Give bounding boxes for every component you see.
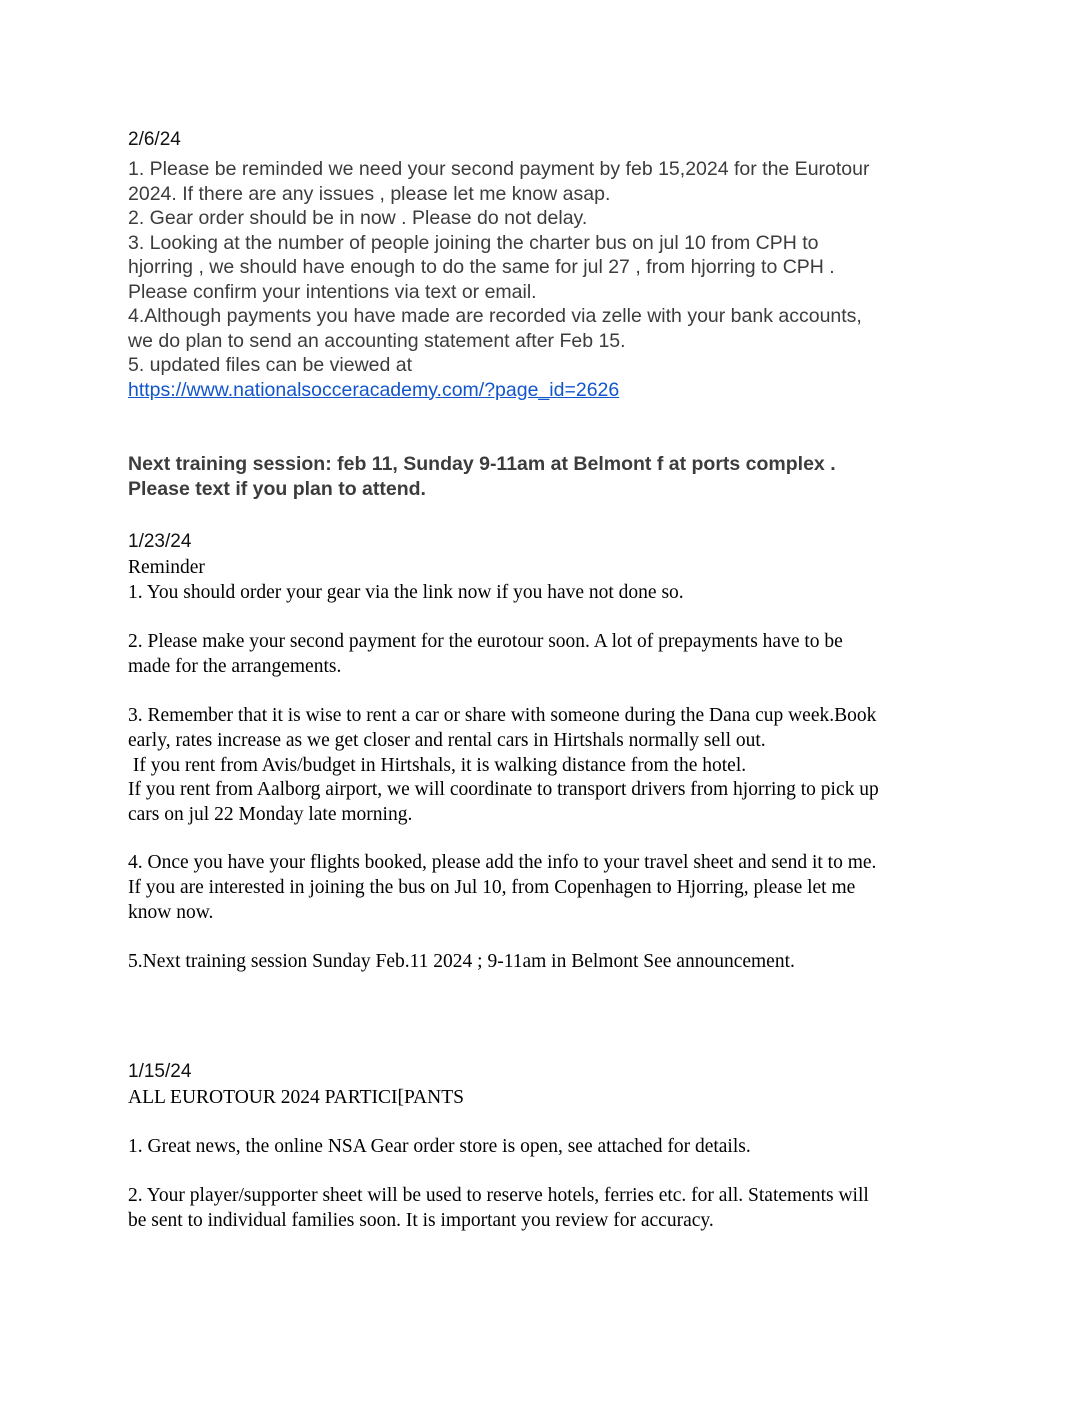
update-line: Please confirm your intentions via text or email.	[128, 280, 537, 303]
update-line: we do plan to send an accounting statement after Feb 15.	[128, 329, 626, 352]
update-line: 4.Although payments you have made are recorded via zelle with your bank accounts,	[128, 305, 862, 327]
reminder-line: made for the arrangements.	[128, 656, 342, 677]
update-line: 2024. If there are any issues , please let me know asap.	[128, 182, 611, 205]
date-heading-jan15: 1/15/24	[128, 1061, 192, 1082]
reminder-line: If you rent from Aalborg airport, we will coordinate to transport drivers from hjorring to pick up	[128, 779, 879, 800]
participants-heading: ALL EUROTOUR 2024 PARTICI[PANTS	[128, 1087, 464, 1108]
participants-line: be sent to individual families soon. It is important you review for accuracy.	[128, 1210, 714, 1231]
reminder-line: 3. Remember that it is wise to rent a car or share with someone during the Dana cup week.Book	[128, 705, 877, 726]
reminder-line: 1. You should order your gear via the link now if you have not done so.	[128, 582, 684, 603]
reminder-heading: Reminder	[128, 557, 205, 578]
reminder-line: If you are interested in joining the bus on Jul 10, from Copenhagen to Hjorring, please let me	[128, 877, 856, 898]
reminder-line: If you rent from Avis/budget in Hirtshals, it is walking distance from the hotel.	[128, 755, 747, 776]
update-line: 1. Please be reminded we need your second payment by feb 15,2024 for the Eurotour	[128, 158, 870, 180]
files-link[interactable]: https://www.nationalsocceracademy.com/?page_id=2626	[128, 378, 620, 401]
date-heading-feb6: 2/6/24	[128, 129, 181, 150]
update-list-feb6	[128, 157, 869, 402]
reminder-line: cars on jul 22 Monday late morning.	[128, 804, 413, 825]
training-line: Next training session: feb 11, Sunday 9-11am at Belmont f at ports complex .	[128, 453, 836, 475]
reminder-line: know now.	[128, 902, 214, 923]
update-line: hjorring , we should have enough to do the same for jul 27 , from hjorring to CPH .	[128, 256, 835, 278]
date-heading-jan23: 1/23/24	[128, 531, 192, 552]
update-line: 2. Gear order should be in now . Please do not delay.	[128, 207, 588, 229]
reminder-line: 2. Please make your second payment for the eurotour soon. A lot of prepayments have to be	[128, 631, 843, 652]
update-line: 5. updated files can be viewed at	[128, 354, 413, 376]
reminder-line: 4. Once you have your flights booked, please add the info to your travel sheet and send it to me.	[128, 852, 877, 873]
training-announcement	[128, 452, 836, 501]
training-line: Please text if you plan to attend.	[128, 477, 426, 500]
reminder-line: early, rates increase as we get closer and rental cars in Hirtshals normally sell out.	[128, 730, 766, 751]
update-line: 3. Looking at the number of people joining the charter bus on jul 10 from CPH to	[128, 231, 819, 254]
reminder-line: 5.Next training session Sunday Feb.11 2024 ; 9-11am in Belmont See announcement.	[128, 951, 795, 972]
participants-line: 2. Your player/supporter sheet will be used to reserve hotels, ferries etc. for all. Statements will	[128, 1185, 869, 1206]
participants-line: 1. Great news, the online NSA Gear order store is open, see attached for details.	[128, 1136, 751, 1157]
